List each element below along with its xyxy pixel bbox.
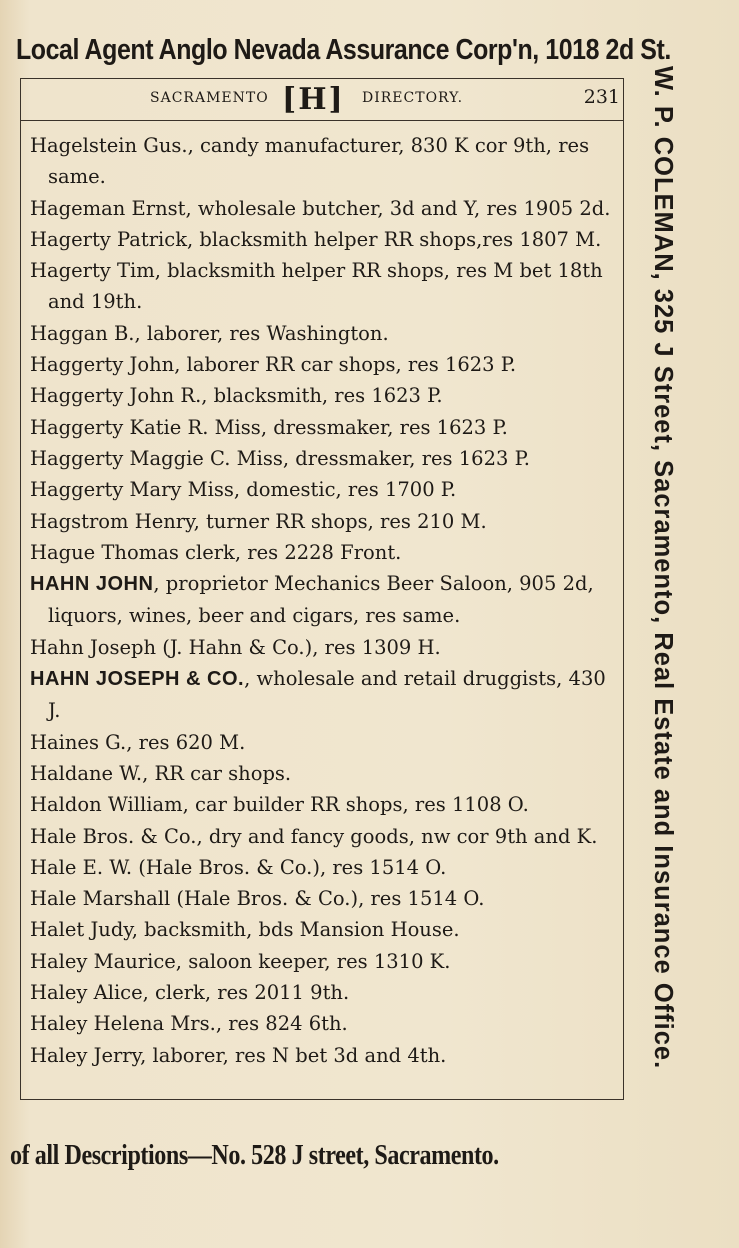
header-directory: DIRECTORY. xyxy=(362,90,464,106)
directory-entries xyxy=(30,130,620,1071)
entry-text: , laborer RR car shops, res 1623 P. xyxy=(174,353,517,377)
side-advertisement: W. P. COLEMAN, 325 J Street, Sacramento, Real Estate and Insurance Office. xyxy=(649,66,677,1070)
top-advertisement: Local Agent Anglo Nevada Assurance Corp'n, 1018 2d St. xyxy=(16,34,671,66)
header-city: SACRAMENTO xyxy=(150,90,269,106)
directory-entry xyxy=(30,318,620,349)
directory-entry xyxy=(30,663,620,727)
directory-entry xyxy=(30,443,620,474)
directory-entry xyxy=(30,821,620,852)
entry-text: , res 824 6th. xyxy=(215,1012,348,1036)
entry-text: , candy manufacturer, 830 K cor 9th, res same. xyxy=(48,134,590,189)
directory-entry xyxy=(30,255,620,318)
entry-name: Haley Jerry xyxy=(30,1043,141,1067)
entry-name: Haggerty John R. xyxy=(30,384,202,408)
entry-text: (Hale Bros. & Co.), res 1514 O. xyxy=(170,887,485,911)
header-rule xyxy=(20,120,624,121)
entry-text: , res 620 M. xyxy=(126,730,246,754)
directory-entry xyxy=(30,758,620,789)
entry-name: Haley Alice xyxy=(30,981,143,1005)
entry-name: Halet Judy xyxy=(30,918,132,942)
directory-entry xyxy=(30,1008,620,1039)
entry-text: , laborer, res Washington. xyxy=(134,321,389,345)
directory-entry xyxy=(30,474,620,505)
directory-entry xyxy=(30,412,620,443)
entry-text: , wholesale butcher, 3d and Y, res 1905 2d. xyxy=(185,196,611,220)
header-letter: [H] xyxy=(282,82,345,117)
entry-text: , blacksmith, res 1623 P. xyxy=(201,384,443,408)
directory-entry xyxy=(30,789,620,820)
directory-entry xyxy=(30,537,620,568)
entry-name: Hale Marshall xyxy=(30,887,171,911)
entry-text: , dressmaker, res 1623 P. xyxy=(260,415,508,439)
page-number: 231 xyxy=(583,86,620,108)
entry-name: Haggerty John xyxy=(30,353,175,377)
entry-text: (J. Hahn & Co.), res 1309 H. xyxy=(156,635,441,659)
entry-name: Hagelstein Gus. xyxy=(30,134,188,157)
entry-name: Hageman Ernst xyxy=(30,196,186,220)
entry-text: , saloon keeper, res 1310 K. xyxy=(175,949,451,973)
directory-entry xyxy=(30,852,620,883)
directory-entry xyxy=(30,193,620,224)
entry-name: Hahn Joseph xyxy=(30,635,157,659)
entry-name: Hale E. W. xyxy=(30,855,133,879)
entry-name: Hagstrom Henry xyxy=(30,509,194,533)
entry-text: , blacksmith helper RR shops,res 1807 M. xyxy=(187,227,602,251)
entry-text: , backsmith, bds Mansion House. xyxy=(131,918,460,942)
entry-name: Haley Maurice xyxy=(30,949,176,973)
entry-text: , car builder RR shops, res 1108 O. xyxy=(182,793,529,817)
entry-name: Haley Helena Mrs. xyxy=(30,1012,216,1036)
directory-entry xyxy=(30,727,620,758)
directory-entry xyxy=(30,946,620,977)
entry-name: Haggerty Maggie C. Miss xyxy=(30,446,283,470)
entry-text: (Hale Bros. & Co.), res 1514 O. xyxy=(132,855,447,879)
entry-text: , turner RR shops, res 210 M. xyxy=(193,509,487,533)
entry-text: , wholesale and retail druggists, 430 J. xyxy=(48,667,606,723)
entry-name: HAHN JOSEPH & CO. xyxy=(30,668,245,691)
entry-name: Hague Thomas xyxy=(30,540,179,564)
bottom-advertisement: of all Descriptions—No. 528 J street, Sacramento. xyxy=(10,1140,499,1171)
entry-name: Hagerty Patrick xyxy=(30,227,188,251)
entry-name: Haldon William xyxy=(30,793,183,817)
directory-entry xyxy=(30,977,620,1008)
entry-name: HAHN JOHN xyxy=(30,573,154,596)
entry-name: Haggerty Katie R. Miss xyxy=(30,415,261,439)
entry-text: , clerk, res 2011 9th. xyxy=(142,981,350,1005)
entry-name: Hagerty Tim xyxy=(30,259,155,283)
directory-entry xyxy=(30,914,620,945)
entry-text: , dressmaker, res 1623 P. xyxy=(282,446,530,470)
directory-entry xyxy=(30,349,620,380)
entry-text: , RR car shops. xyxy=(142,761,292,785)
directory-entry xyxy=(30,224,620,255)
entry-name: Hale Bros. & Co. xyxy=(30,824,197,848)
entry-name: Haines G. xyxy=(30,730,127,754)
directory-entry xyxy=(30,632,620,663)
directory-entry xyxy=(30,568,620,632)
entry-name: Haggan B. xyxy=(30,321,135,345)
entry-text: , domestic, res 1700 P. xyxy=(233,478,457,502)
directory-entry xyxy=(30,506,620,537)
running-header xyxy=(20,84,624,120)
entry-text: , proprietor Mechanics Beer Saloon, 905 2d, liquors, wines, beer and cigars, res same. xyxy=(48,572,594,628)
directory-entry xyxy=(30,130,620,193)
entry-text: , laborer, res N bet 3d and 4th. xyxy=(140,1043,447,1067)
directory-entry xyxy=(30,1040,620,1071)
directory-entry xyxy=(30,883,620,914)
directory-entry xyxy=(30,380,620,411)
entry-text: , dry and fancy goods, nw cor 9th and K. xyxy=(196,824,598,848)
entry-text: , blacksmith helper RR shops, res M bet 18th and 19th. xyxy=(48,259,603,314)
entry-name: Haldane W. xyxy=(30,761,143,785)
entry-name: Haggerty Mary Miss xyxy=(30,478,234,502)
entry-text: clerk, res 2228 Front. xyxy=(178,540,402,564)
